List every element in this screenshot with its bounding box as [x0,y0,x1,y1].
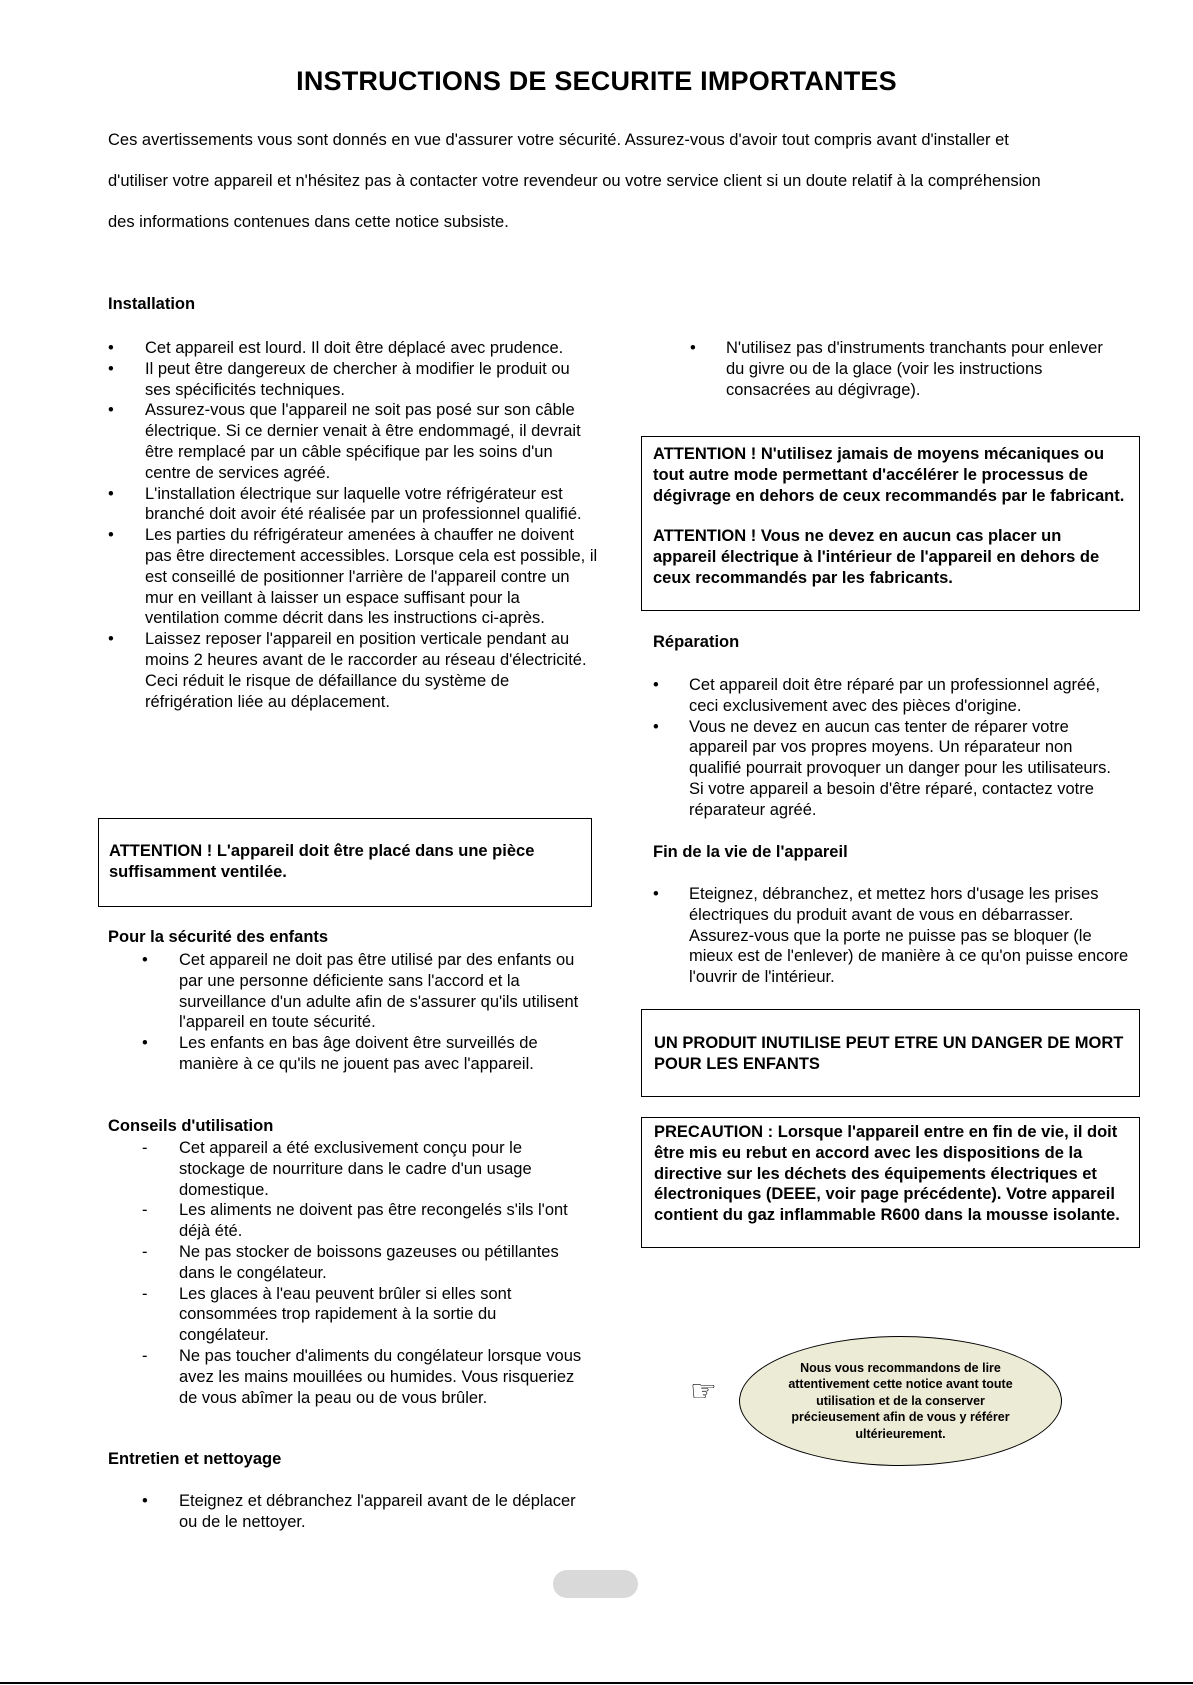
installation-list [108,338,598,712]
list-item: - Cet appareil a été exclusivement conçu pour le stockage de nourriture dans le cadre d'un usage domestique. [142,1139,532,1199]
list-item: • Cet appareil est lourd. Il doit être déplacé avec prudence. [108,339,564,357]
bullet-icon: • [142,1034,148,1053]
intro-line: d'utiliser votre appareil et n'hésitez pas à contacter votre revendeur ou votre service client si un doute relatif à la compréhension [108,172,1041,190]
list-item: • Laissez reposer l'appareil en position verticale pendant au moins 2 heures avant de le raccorder au réseau d'électricité. Ceci réduit le risque de défaillance du système de réfrigération liée au déplacement. [108,630,587,711]
list-item: • L'installation électrique sur laquelle votre réfrigérateur est branché doit avoir été réalisée par un professionnel qualifié. [108,484,582,524]
installation-heading: Installation [108,295,196,313]
maintenance-heading: Entretien et nettoyage [108,1450,282,1468]
list-item: - Ne pas stocker de boissons gazeuses ou pétillantes dans le congélateur. [142,1242,559,1282]
list-item: • Eteignez et débranchez l'appareil avant de le déplacer ou de le nettoyer. [142,1492,576,1531]
list-item: • Assurez-vous que l'appareil ne soit pas posé sur son câble électrique. Si ce dernier venait à être endommagé, il devrait être remplacé par un câble spécifique par les soins d'un centre de services agréé. [108,401,581,482]
end-of-life-list [653,884,1133,988]
list-item: • Les enfants en bas âge doivent être surveillés de manière à ce qu'ils ne jouent pas avec l'appareil. [142,1034,538,1073]
attention-ventilation-box: ATTENTION ! L'appareil doit être placé dans une pièce suffisamment ventilée. [98,818,592,907]
defrost-list [690,338,1110,400]
repair-heading: Réparation [653,633,740,651]
bullet-icon: • [690,339,696,357]
bullet-icon: • [653,717,659,736]
recommendation-text: Nous vous recommandons de lire attentivement cette notice avant toute utilisation et de la conserver précieusement afin de vous y référer ultérieurement. [788,1360,1013,1441]
end-of-life-heading: Fin de la vie de l'appareil [653,843,848,861]
page-title: INSTRUCTIONS DE SECURITE IMPORTANTES [296,66,897,96]
footer-divider [0,1682,1193,1684]
precaution-box: PRECAUTION : Lorsque l'appareil entre en fin de vie, il doit être mis eu rebut en accord avec les dispositions de la directive sur les déchets des équipements électriques et électroniques (DEEE, voir page précédente). Votre appareil contient du gaz inflammable R600 dans la mousse isolante. [641,1117,1140,1248]
bullet-icon: • [108,630,114,649]
bullet-icon: • [108,339,114,357]
page-number-badge [553,1570,638,1598]
list-item: • Les parties du réfrigérateur amenées à chauffer ne doivent pas être directement accessibles. Lorsque cela est possible, il est conseillé de positionner l'arrière de l'appareil contre un mur en veillant à laisser un espace suffisant pour la ventilation comme décrit dans les instructions ci-après. [108,526,598,628]
list-item: • Vous ne devez en aucun cas tenter de réparer votre appareil par vos propres moyens. Un réparateur non qualifié pourrait provoquer un danger pour les utilisateurs. Si votre appareil a besoin d'être réparé, contactez votre réparateur agréé. [653,717,1111,819]
dash-icon: - [142,1284,148,1303]
list-item: • Il peut être dangereux de chercher à modifier le produit ou ses spécificités techniques. [108,359,570,399]
repair-list [653,675,1123,821]
bullet-icon: • [653,676,659,694]
list-item: • Eteignez, débranchez, et mettez hors d'usage les prises électriques du produit avant de vous en débarrasser. Assurez-vous que la porte ne puisse pas se bloquer (le mieux est de l'enlever) de manière à ce qu'on puisse encore l'ouvrir de l'intérieur. [653,885,1129,987]
usage-advice-list [142,1138,582,1408]
danger-box: UN PRODUIT INUTILISE PEUT ETRE UN DANGER DE MORT POUR LES ENFANTS [641,1009,1140,1097]
bullet-icon: • [108,526,114,545]
children-safety-heading: Pour la sécurité des enfants [108,928,329,946]
dash-icon: - [142,1242,148,1261]
intro-line: des informations contenues dans cette notice subsiste. [108,213,509,231]
bullet-icon: • [653,885,659,903]
pointing-hand-icon: ☞ [690,1375,717,1408]
bullet-icon: • [108,484,114,503]
list-item: - Ne pas toucher d'aliments du congélateur lorsque vous avez les mains mouillées ou humides. Vous risqueriez de vous abîmer la peau ou de vous brûler. [142,1346,582,1407]
intro-line: Ces avertissements vous sont donnés en vue d'assurer votre sécurité. Assurez-vous d'avoir tout compris avant d'installer et [108,131,1009,149]
dash-icon: - [142,1346,148,1365]
list-item: • Cet appareil ne doit pas être utilisé par des enfants ou par une personne déficiente sans l'accord et la surveillance d'un adulte afin de s'assurer qu'ils utilisent l'appareil en toute sécurité. [142,951,579,1032]
recommendation-oval [739,1336,1062,1466]
attention-defrost-box: ATTENTION ! N'utilisez jamais de moyens mécaniques ou tout autre mode permettant d'accélérer le processus de dégivrage en dehors de ceux recommandés par le fabricant. ATTENTION ! Vous ne devez en aucun cas placer un appareil électrique à l'intérieur de l'appareil en dehors de ceux recommandés par les fabricants. [641,436,1140,611]
bullet-icon: • [108,359,114,378]
bullet-icon: • [108,401,114,420]
list-item: - Les glaces à l'eau peuvent brûler si elles sont consommées trop rapidement à la sortie du congélateur. [142,1284,512,1345]
bullet-icon: • [142,1492,148,1510]
list-item: • N'utilisez pas d'instruments tranchants pour enlever du givre ou de la glace (voir les instructions consacrées au dégivrage). [690,339,1103,399]
bullet-icon: • [142,951,148,969]
usage-advice-heading: Conseils d'utilisation [108,1117,274,1135]
maintenance-list [142,1491,582,1533]
dash-icon: - [142,1201,148,1220]
list-item: - Les aliments ne doivent pas être recongelés s'ils l'ont déjà été. [142,1201,568,1241]
list-item: • Cet appareil doit être réparé par un professionnel agréé, ceci exclusivement avec des pièces d'origine. [653,676,1100,715]
dash-icon: - [142,1139,148,1157]
children-safety-list [142,950,582,1075]
